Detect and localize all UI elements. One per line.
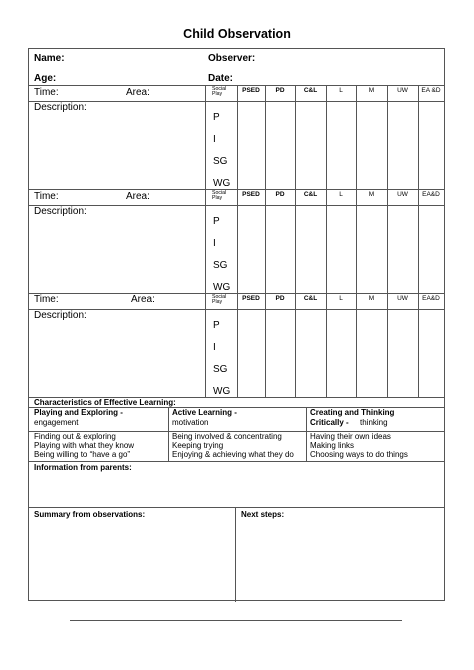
date-label: Date: (208, 73, 234, 84)
observation-form (28, 48, 445, 601)
learning-item: Keeping trying (172, 441, 224, 450)
learning-column-subtitle: motivation (172, 418, 209, 427)
learning-item: Having their own ideas (310, 432, 391, 441)
observer-label: Observer: (208, 53, 256, 64)
divider (235, 507, 236, 602)
age-label: Age: (34, 73, 57, 84)
column-header: UW (397, 295, 408, 302)
divider (237, 85, 238, 189)
next-steps-label: Next steps: (241, 510, 285, 519)
learning-item: Choosing ways to do things (310, 450, 408, 459)
name-label: Name: (34, 53, 65, 64)
column-header: M (368, 295, 375, 302)
grouping-label: SG (213, 260, 228, 271)
divider (265, 189, 266, 293)
learning-column-title: Critically - (310, 418, 349, 427)
summary-label: Summary from observations: (34, 510, 146, 519)
grouping-label: WG (213, 282, 231, 293)
column-header: EA &D (421, 87, 441, 94)
divider (326, 189, 327, 293)
effective-learning-heading: Characteristics of Effective Learning: (34, 398, 176, 407)
area-label: Area: (131, 294, 155, 305)
learning-column-subtitle: engagement (34, 418, 79, 427)
column-header: EA&D (422, 191, 440, 198)
divider (29, 507, 444, 508)
description-label: Description: (34, 206, 87, 217)
column-header: UW (397, 191, 408, 198)
grouping-label: P (213, 216, 220, 227)
social-play-label: Social Play (212, 294, 227, 306)
column-header: L (339, 87, 343, 94)
column-header: M (368, 87, 375, 94)
divider (295, 293, 296, 397)
divider (356, 85, 357, 189)
divider (295, 189, 296, 293)
column-header: C&L (303, 191, 318, 198)
learning-column-subtitle: thinking (360, 418, 388, 427)
column-header: M (368, 191, 375, 198)
divider (356, 189, 357, 293)
signature-line (70, 620, 402, 621)
divider (168, 407, 169, 461)
page-title: Child Observation (183, 27, 291, 41)
column-header: PSED (242, 191, 260, 198)
divider (326, 85, 327, 189)
divider (205, 189, 206, 293)
column-header: C&L (303, 295, 318, 302)
grouping-label: I (213, 342, 216, 353)
learning-item: Enjoying & achieving what they do (172, 450, 294, 459)
learning-item: Making links (310, 441, 355, 450)
learning-column-title: Creating and Thinking (310, 408, 395, 417)
column-header: PD (275, 87, 285, 94)
learning-column-title: Playing and Exploring - (34, 408, 123, 417)
learning-item: Being willing to “have a go” (34, 450, 131, 459)
divider (295, 85, 296, 189)
divider (418, 293, 419, 397)
grouping-label: SG (213, 364, 228, 375)
area-label: Area: (126, 191, 150, 202)
column-header: L (339, 191, 343, 198)
area-label: Area: (126, 87, 150, 98)
column-header: PSED (242, 87, 260, 94)
grouping-label: P (213, 112, 220, 123)
grouping-label: P (213, 320, 220, 331)
description-label: Description: (34, 102, 87, 113)
grouping-label: WG (213, 178, 231, 189)
description-label: Description: (34, 310, 87, 321)
column-header: PD (275, 191, 285, 198)
column-header: PD (275, 295, 285, 302)
grouping-label: WG (213, 386, 231, 397)
time-label: Time: (34, 191, 59, 202)
column-header: C&L (303, 87, 318, 94)
column-header: EA&D (422, 295, 440, 302)
divider (237, 189, 238, 293)
divider (237, 293, 238, 397)
divider (387, 293, 388, 397)
divider (205, 85, 206, 189)
divider (306, 407, 307, 461)
time-label: Time: (34, 294, 59, 305)
divider (265, 85, 266, 189)
divider (418, 189, 419, 293)
social-play-label: Social Play (212, 190, 227, 202)
social-play-label: Social Play (212, 86, 227, 98)
divider (326, 293, 327, 397)
divider (356, 293, 357, 397)
column-header: UW (397, 87, 408, 94)
column-header: L (339, 295, 343, 302)
divider (387, 85, 388, 189)
learning-item: Playing with what they know (34, 441, 135, 450)
parents-label: Information from parents: (34, 463, 132, 472)
divider (387, 189, 388, 293)
learning-item: Finding out & exploring (34, 432, 116, 441)
grouping-label: SG (213, 156, 228, 167)
divider (265, 293, 266, 397)
grouping-label: I (213, 238, 216, 249)
learning-item: Being involved & concentrating (172, 432, 282, 441)
divider (205, 293, 206, 397)
divider (29, 461, 444, 462)
column-header: PSED (242, 295, 260, 302)
divider (418, 85, 419, 189)
learning-column-title: Active Learning - (172, 408, 237, 417)
grouping-label: I (213, 134, 216, 145)
time-label: Time: (34, 87, 59, 98)
